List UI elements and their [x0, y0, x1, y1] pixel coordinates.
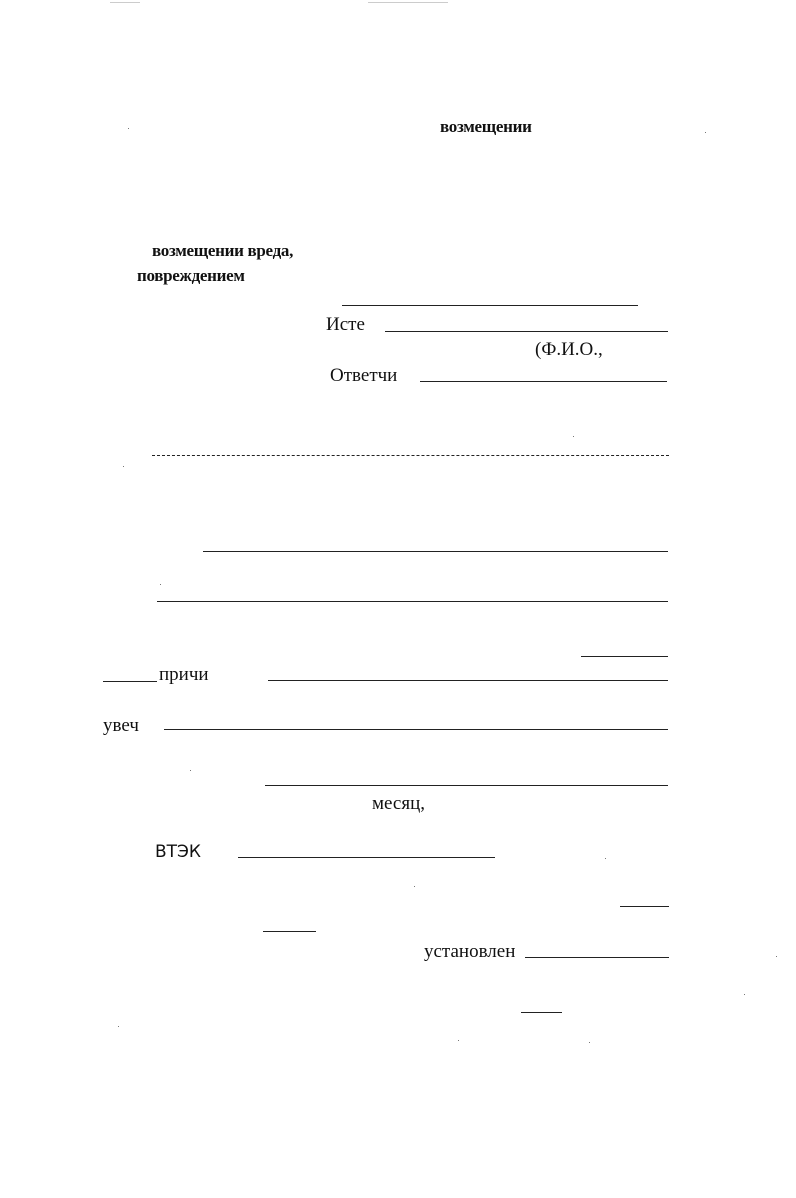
- reason-label: причи: [159, 664, 209, 685]
- scan-speckle: [744, 994, 745, 995]
- scan-speckle: [458, 1040, 459, 1041]
- short-line-right[interactable]: [581, 656, 668, 657]
- short-line-right-2[interactable]: [620, 906, 669, 907]
- defendant-line[interactable]: [420, 381, 667, 382]
- scan-speckle: [776, 956, 777, 957]
- scan-speckle: [123, 466, 124, 467]
- short-line-bottom[interactable]: [521, 1012, 562, 1013]
- vtek-label: ВТЭК: [155, 842, 201, 862]
- fio-hint: (Ф.И.О.,: [535, 339, 603, 360]
- scan-speckle: [414, 886, 415, 887]
- text-line-1[interactable]: [203, 551, 668, 552]
- subject-line-1: возмещении вреда,: [152, 241, 294, 260]
- defendant-label: Ответчи: [330, 365, 398, 386]
- injury-line[interactable]: [164, 729, 668, 730]
- scan-speckle: [589, 1042, 590, 1043]
- plaintiff-label: Исте: [326, 314, 365, 335]
- reason-line[interactable]: [268, 680, 668, 681]
- earnings-line[interactable]: [265, 785, 668, 786]
- scan-speckle: [160, 584, 161, 585]
- scan-speckle: [573, 436, 574, 437]
- scan-speckle: [128, 128, 129, 129]
- scan-speckle: [368, 2, 448, 3]
- injury-label: увеч: [103, 715, 139, 736]
- document-heading: возмещении: [440, 117, 532, 136]
- scan-speckle: [190, 770, 191, 771]
- dashed-separator-line: [152, 455, 669, 456]
- established-label: установлен: [424, 941, 516, 962]
- month-label: месяц,: [372, 793, 426, 814]
- established-line[interactable]: [525, 957, 669, 958]
- reason-prefix-line[interactable]: [103, 681, 157, 682]
- text-line-2[interactable]: [157, 601, 668, 602]
- scan-speckle: [110, 2, 140, 3]
- scan-speckle: [705, 132, 706, 133]
- court-name-line[interactable]: [342, 305, 638, 306]
- subject-line-2: повреждением: [137, 266, 245, 285]
- plaintiff-line[interactable]: [385, 331, 668, 332]
- vtek-line[interactable]: [238, 857, 495, 858]
- scan-speckle: [605, 858, 606, 859]
- short-line-left[interactable]: [263, 931, 316, 932]
- scan-speckle: [118, 1026, 119, 1027]
